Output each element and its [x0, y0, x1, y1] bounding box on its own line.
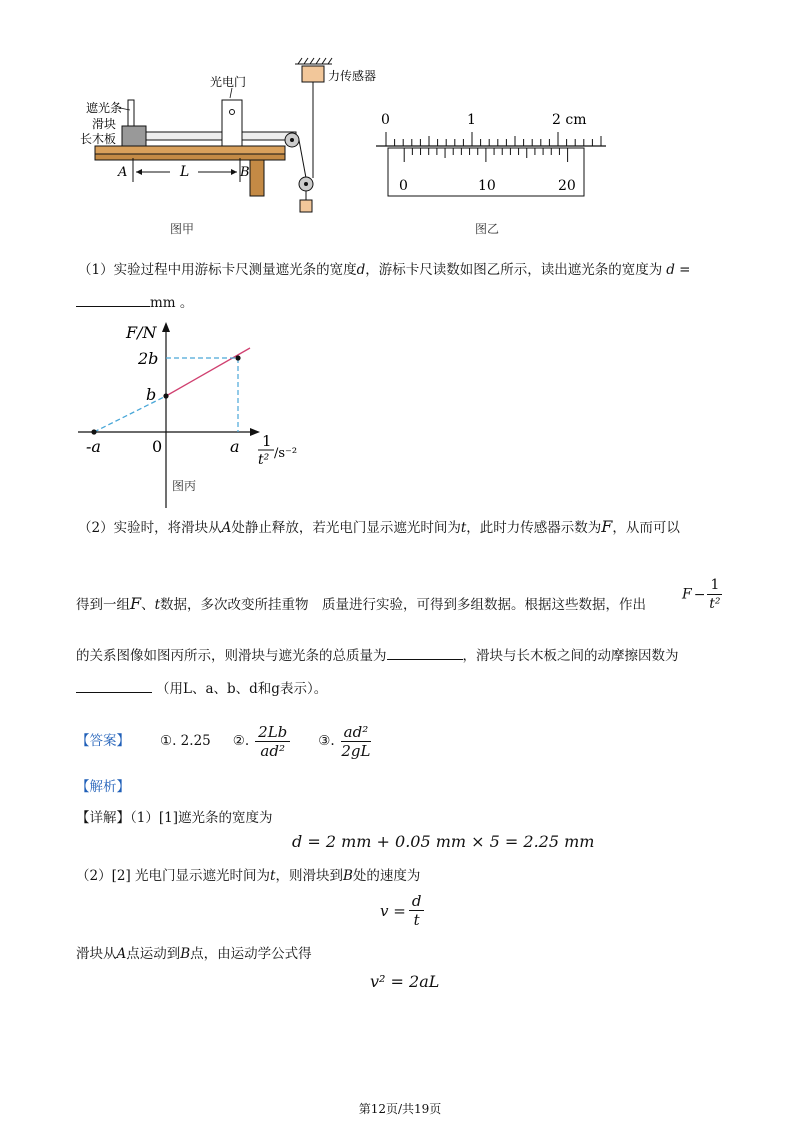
- analysis-eq3: v² = 2aL: [370, 972, 440, 991]
- data-line: [166, 348, 250, 396]
- analysis-p2: （2）[2] 光电门显示遮光时间为t，则滑块到B处的速度为: [76, 868, 421, 884]
- x-axis-den: t²: [258, 452, 270, 468]
- point-2b: [235, 355, 240, 360]
- vernier-label-10: 10: [478, 178, 496, 194]
- x-tick-0: 0: [152, 437, 163, 456]
- main-label-1: 1: [467, 112, 476, 128]
- q2-line4: （用L、a、b、d和g表示）。: [76, 678, 327, 699]
- vernier-label-0: 0: [399, 178, 408, 194]
- q1-line1: （1）实验过程中用游标卡尺测量遮光条的宽度d，游标卡尺读数如图乙所示，读出遮光条的宽度为 d =: [78, 262, 691, 278]
- answer-blank-1[interactable]: [76, 292, 150, 307]
- q2-line3: 的关系图像如图丙所示，则滑块与遮光条的总质量为 ，滑块与长木板之间的动摩擦因数为: [76, 645, 679, 666]
- x-tick-a: a: [230, 437, 240, 456]
- analysis-p3: 滑块从A点运动到B点，由运动学公式得: [76, 946, 312, 962]
- analysis-p1: 【详解】（1）[1]遮光条的宽度为: [76, 810, 273, 826]
- long-board: [95, 146, 285, 154]
- figure-apparatus: [70, 58, 377, 238]
- answer-2: $\frac{2Lb}{\text{ad²}}$: [255, 723, 290, 760]
- hanging-weight: [300, 200, 312, 212]
- q1-line2: mm 。: [76, 292, 193, 313]
- q1-d-eq: d =: [666, 262, 691, 278]
- y-tick-2b: 2b: [138, 349, 159, 368]
- photogate: [222, 100, 242, 146]
- figure-vernier: [372, 106, 612, 206]
- label-B: B: [240, 165, 250, 180]
- table-leg: [250, 160, 264, 196]
- light-strip: [128, 100, 134, 126]
- point-neg-a: [91, 429, 96, 434]
- main-label-0: 0: [381, 112, 390, 128]
- y-axis-label: F/N: [126, 323, 157, 342]
- x-axis-num: 1: [262, 432, 272, 450]
- label-L: L: [180, 164, 190, 180]
- label-strip: 遮光条: [86, 101, 123, 115]
- answer-3: $\frac{\text{ad²}}{2gL}$: [341, 722, 371, 760]
- vernier-scale-ticks: [404, 148, 567, 162]
- page-footer: 第12页/共19页: [358, 1102, 442, 1116]
- label-A: A: [118, 165, 128, 180]
- label-sensor: 力传感器: [328, 69, 377, 83]
- q2-line1: （2）实验时，将滑块从A处静止释放，若光电门显示遮光时间为t，此时力传感器示数为F，从而可以: [78, 517, 680, 536]
- y-tick-b: b: [146, 385, 157, 404]
- answer-blank-3[interactable]: [76, 678, 152, 693]
- slider-block: [122, 126, 146, 146]
- answer-row: 【答案】 ①. 2.25 ②. $\frac{2Lb}{\text{ad²}}$ ③. $\frac{\text{ad²}}{2gL}$: [76, 722, 371, 760]
- analysis-eq1: d = 2 mm + 0.05 mm × 5 = 2.25 mm: [292, 832, 595, 851]
- figure-graph: [78, 318, 318, 508]
- caption-figure-a: 图甲: [170, 222, 195, 236]
- analysis-eq2: v = $\frac{d}{t}$: [380, 892, 424, 929]
- answer-blank-2[interactable]: [387, 645, 463, 660]
- label-gate: 光电门: [210, 75, 247, 89]
- answer-1: ①. 2.25: [160, 733, 211, 749]
- label-board: 长木板: [80, 132, 117, 146]
- ceiling-hatch: [295, 58, 332, 64]
- q2-line2: 得到一组F、t数据，多次改变所挂重物 质量进行实验，可得到多组数据。根据这些数据，作出: [76, 594, 647, 613]
- x-tick-neg-a: -a: [86, 437, 101, 456]
- point-b: [163, 393, 168, 398]
- vernier-label-20: 20: [558, 178, 576, 194]
- main-label-2: 2 cm: [552, 112, 587, 128]
- caption-figure-c: 图丙: [172, 479, 197, 493]
- caption-figure-b: 图乙: [475, 222, 500, 236]
- q2-f-1-over-t2: F − $\frac{1}{\text{t²}}$: [682, 577, 721, 612]
- main-scale-ticks: [386, 132, 601, 146]
- force-sensor: [302, 66, 324, 82]
- analysis-label: 【解析】: [76, 779, 130, 795]
- answer-label: 【答案】: [76, 733, 130, 749]
- x-axis-unit: /s⁻²: [274, 446, 298, 461]
- label-slider: 滑块: [92, 117, 117, 131]
